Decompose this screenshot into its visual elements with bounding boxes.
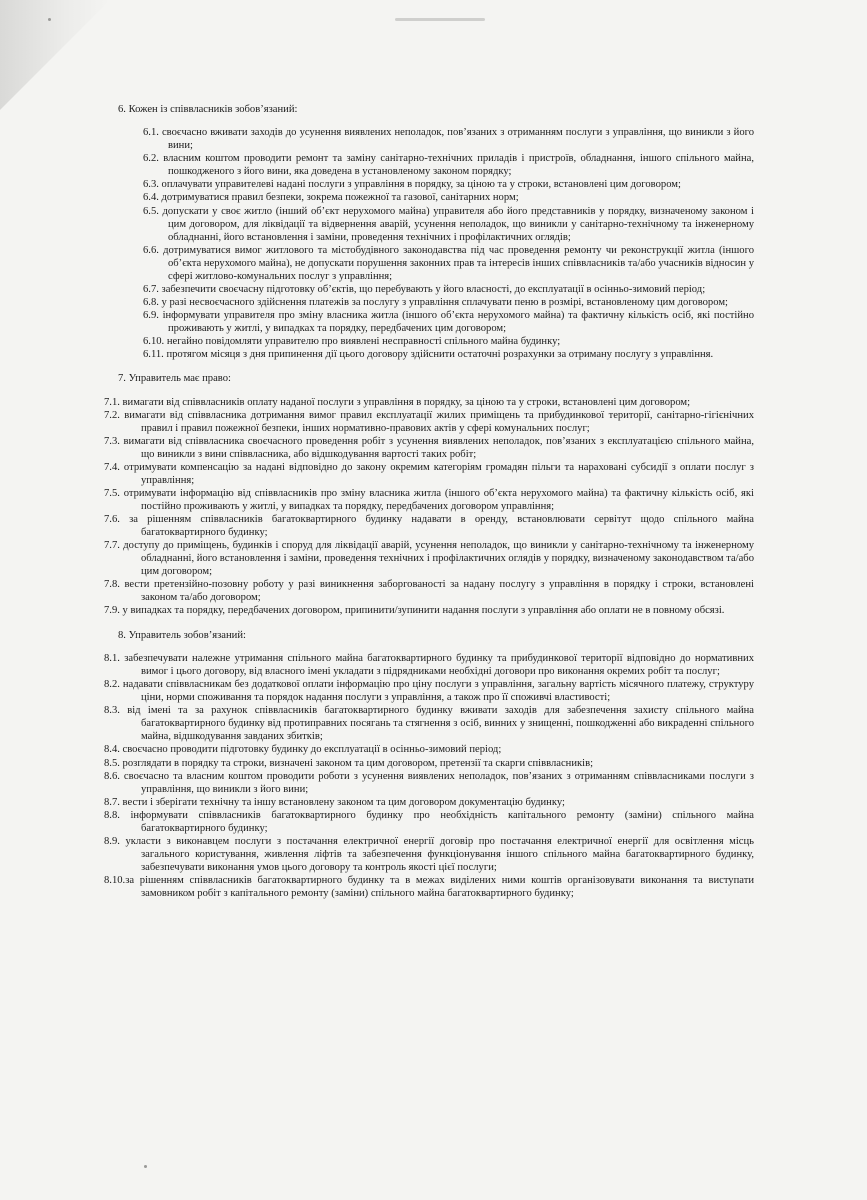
list-item: 6.1. своєчасно вживати заходів до усунення виявлених неполадок, пов’язаних з отриманням послуги з управління, що виникли з його вини; (143, 127, 754, 152)
list-item: 8.8. інформувати співвласників багатоквартирного будинку про необхідність капітального ремонту (заміни) спільного майна багатоквартирного будинку; (104, 809, 754, 834)
section-8 (104, 629, 754, 901)
list-item: 7.7. доступу до приміщень, будинків і споруд для ліквідації аварій, усунення неполадок, що виникли у санітарно-технічному та інженерному обладнанні, його встановлення і заміни, проведення технічних і профілактичних оглядів у порядку, визначеному законодавством та/або цим договором; (104, 540, 754, 578)
list-item: 6.8. у разі несвоєчасного здійснення платежів за послугу з управління сплачувати пеню в розмірі, встановленому цим договором; (143, 296, 728, 308)
list-item: 8.1. забезпечувати належне утримання спільного майна багатоквартирного будинку та прибудинкової території відповідно до нормативних вимог і цього договору, від власного імені укладати з підрядниками необхідні договори про виконання окремих робіт та послуг; (104, 653, 754, 678)
list-item: 7.5. отримувати інформацію від співвласників про зміну власника житла (іншого об’єкта нерухомого майна) та фактичну кількість осіб, які постійно проживають у житлі, у випадках та порядку, передбачених договором управління; (104, 488, 754, 513)
scan-speck (48, 18, 51, 21)
scan-speck (144, 1165, 147, 1168)
list-item: 7.4. отримувати компенсацію за надані відповідно до закону окремим категоріям громадян пільги та нараховані субсидії з оплати послуг з управління; (104, 461, 754, 486)
list-item: 7.6. за рішенням співвласників багатоквартирного будинку надавати в оренду, встановлювати сервітут щодо спільного майна багатоквартирного будинку; (104, 514, 754, 539)
list-item: 8.7. вести і зберігати технічну та іншу встановлену законом та цим договором документацію будинку; (104, 796, 565, 808)
list-item: 8.9. укласти з виконавцем послуги з постачання електричної енергії договір про постачання електричної енергії для освітлення місць загального користування, живлення ліфтів та забезпечення функціонування іншого спільного майна багатоквартирного будинку, забезпечувати виконання умов цього договору та контроль якості цієї послуги; (104, 835, 754, 873)
folded-corner (0, 0, 110, 1200)
document-page (104, 92, 754, 900)
list-item: 8.6. своєчасно та власним коштом проводити роботи з усунення виявлених неполадок, пов’язаних з отриманням співвласниками послуги з управління, що виникли з його вини; (104, 770, 754, 795)
list-item: 6.9. інформувати управителя про зміну власника житла (іншого об’єкта нерухомого майна) та фактичну кількість осіб, які постійно проживають у житлі, у випадках та порядку, передбачених цим договором; (143, 309, 754, 334)
section-title: 8. Управитель зобов’язаний: (118, 629, 246, 641)
list-item: 8.5. розглядати в порядку та строки, визначені законом та цим договором, претензії та скарги співвласників; (104, 757, 594, 769)
list-item: 8.2. надавати співвласникам без додаткової оплати інформацію про ціну послуги з управління, загальну вартість місячного платежу, структуру ціни, норми споживання та порядок надання послуги з управління, а також про її споживчі властивості; (104, 679, 754, 704)
list-item: 6.3. оплачувати управителеві надані послуги з управління в порядку, за ціною та у строки, встановлені цим договором; (143, 179, 681, 191)
list-item: 7.8. вести претензійно-позовну роботу у разі виникнення заборгованості за надану послугу з управління в порядку і строки, встановлені законом та/або договором; (104, 579, 754, 604)
list-item: 7.9. у випадках та порядку, передбачених договором, припинити/зупинити надання послуги з управління або оплати не в повному обсязі. (104, 605, 725, 617)
scan-mark (395, 18, 485, 21)
list-item: 6.2. власним коштом проводити ремонт та заміну санітарно-технічних приладів і пристроїв, обладнання, іншого спільного майна, пошкодженого з його вини, яка доведена в установленому законом порядку; (143, 153, 754, 178)
list-item: 6.7. забезпечити своєчасну підготовку об’єктів, що перебувають у його власності, до експлуатації в осінньо-зимовий період; (143, 283, 706, 295)
list-item: 6.11. протягом місяця з дня припинення дії цього договору здійснити остаточні розрахунки за отриману послугу з управління. (143, 349, 714, 361)
list-item: 7.2. вимагати від співвласника дотримання вимог правил експлуатації жилих приміщень та прибудинкової території, санітарно-гігієнічних правил і правил пожежної безпеки, інших нормативно-правових актів у сфері комунальних послуг; (104, 409, 754, 434)
section-7 (104, 372, 754, 617)
list-item: 6.4. дотримуватися правил безпеки, зокрема пожежної та газової, санітарних норм; (143, 192, 519, 204)
list-item: 8.3. від імені та за рахунок співвласників багатоквартирного будинку вживати заходів для забезпечення захисту спільного майна багатоквартирного будинку від протиправних посягань та стягнення з осіб, винних у знищенні, пошкодженні або викраденні спільного майна, відшкодування завданих збитків; (104, 705, 754, 743)
list-item: 7.3. вимагати від співвласника своєчасного проведення робіт з усунення виявлених неполадок, пов’язаних з експлуатацією спільного майна, що виникли з вини співвласника, або відшкодування вартості таких робіт; (104, 435, 754, 460)
list-item: 7.1. вимагати від співвласників оплату наданої послуги з управління в порядку, за ціною та у строки, встановлені цим договором; (104, 396, 691, 408)
list-item: 8.10.за рішенням співвласників багатоквартирного будинку та в межах виділених ними коштів організовувати виконання та виступати замовником робіт з капітального ремонту (заміни) спільного майна багатоквартирного будинку; (104, 874, 754, 899)
section-title: 7. Управитель має право: (118, 373, 231, 385)
section-title: 6. Кожен із співвласників зобов’язаний: (118, 103, 298, 115)
list-item: 6.6. дотримуватися вимог житлового та містобудівного законодавства під час проведення ремонту чи реконструкції житла (іншого об’єкта нерухомого майна), не допускати порушення законних прав та інтересів інших співвласників та/або учасників відносин у сфері житлово-комунальних послуг з управління; (143, 244, 754, 282)
list-item: 8.4. своєчасно проводити підготовку будинку до експлуатації в осінньо-зимовий період; (104, 744, 502, 756)
list-item: 6.10. негайно повідомляти управителю про виявлені несправності спільного майна будинку; (143, 335, 561, 347)
section-6 (104, 103, 754, 361)
list-item: 6.5. допускати у своє житло (інший об’єкт нерухомого майна) управителя або його представників у порядку, визначеному законом і цим договором, для ліквідації та відвернення аварій, усунення неполадок, що виникли у санітарно-технічному та інженерному обладнанні, його встановлення і заміни, проведення технічних і профілактичних оглядів; (143, 205, 754, 243)
